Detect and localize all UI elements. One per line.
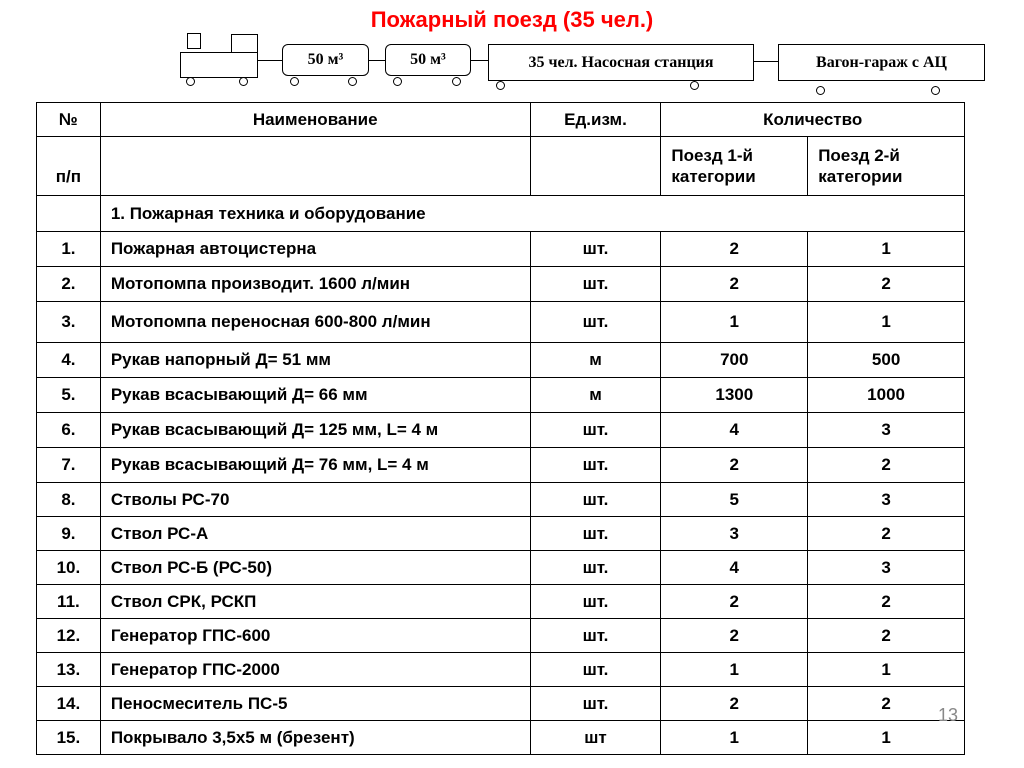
row-unit: шт. xyxy=(530,448,661,483)
row-unit: шт. xyxy=(530,267,661,302)
locomotive xyxy=(180,52,258,78)
row-qty-train2: 2 xyxy=(808,619,965,653)
row-name: Мотопомпа переносная 600-800 л/мин xyxy=(100,302,530,343)
row-name: Рукав всасывающий Д= 125 мм, L= 4 м xyxy=(100,413,530,448)
row-qty-train2: 3 xyxy=(808,551,965,585)
row-unit: шт. xyxy=(530,619,661,653)
row-qty-train1: 4 xyxy=(661,551,808,585)
row-qty-train1: 2 xyxy=(661,448,808,483)
row-qty-train1: 2 xyxy=(661,267,808,302)
row-qty-train1: 1 xyxy=(661,302,808,343)
row-name: Покрывало 3,5х5 м (брезент) xyxy=(100,721,530,755)
table-row xyxy=(37,721,965,755)
row-qty-train1: 1300 xyxy=(661,378,808,413)
row-qty-train2: 3 xyxy=(808,483,965,517)
row-num: 13. xyxy=(37,653,101,687)
row-qty-train2: 2 xyxy=(808,448,965,483)
row-qty-train1: 2 xyxy=(661,687,808,721)
coupling xyxy=(754,61,778,62)
header-name: Наименование xyxy=(100,103,530,137)
row-num: 8. xyxy=(37,483,101,517)
wheel xyxy=(239,77,248,86)
row-name: Рукав всасывающий Д= 76 мм, L= 4 м xyxy=(100,448,530,483)
row-qty-train2: 1 xyxy=(808,653,965,687)
row-num: 2. xyxy=(37,267,101,302)
row-qty-train2: 2 xyxy=(808,267,965,302)
row-num: 7. xyxy=(37,448,101,483)
row-name: Мотопомпа производит. 1600 л/мин xyxy=(100,267,530,302)
header-num-pp: п/п xyxy=(37,137,101,196)
row-name: Рукав всасывающий Д= 66 мм xyxy=(100,378,530,413)
cistern-car-1: 50 м³ xyxy=(282,44,369,76)
row-num: 4. xyxy=(37,343,101,378)
row-unit: м xyxy=(530,378,661,413)
page-title: Пожарный поезд (35 чел.) xyxy=(370,7,654,32)
row-name: Генератор ГПС-600 xyxy=(100,619,530,653)
table-row xyxy=(37,232,965,267)
row-qty-train2: 3 xyxy=(808,413,965,448)
row-qty-train1: 4 xyxy=(661,413,808,448)
train-diagram xyxy=(0,0,1024,100)
row-qty-train1: 1 xyxy=(661,653,808,687)
header-train2: Поезд 2-й категории xyxy=(808,137,965,196)
row-unit: шт. xyxy=(530,551,661,585)
section-num xyxy=(37,196,101,232)
row-name: Стволы РС-70 xyxy=(100,483,530,517)
section-row xyxy=(37,196,965,232)
row-qty-train1: 2 xyxy=(661,619,808,653)
row-name: Генератор ГПС-2000 xyxy=(100,653,530,687)
header-unit: Ед.изм. xyxy=(530,103,661,137)
row-name: Ствол РС-А xyxy=(100,517,530,551)
row-unit: шт. xyxy=(530,232,661,267)
wheel xyxy=(290,77,299,86)
row-qty-train1: 700 xyxy=(661,343,808,378)
section-title: 1. Пожарная техника и оборудование xyxy=(100,196,964,232)
locomotive-window xyxy=(187,33,201,49)
row-qty-train1: 3 xyxy=(661,517,808,551)
table-row xyxy=(37,551,965,585)
row-name: Ствол СРК, РСКП xyxy=(100,585,530,619)
row-qty-train2: 1 xyxy=(808,232,965,267)
row-qty-train1: 1 xyxy=(661,721,808,755)
row-num: 6. xyxy=(37,413,101,448)
row-unit: шт. xyxy=(530,653,661,687)
coupling xyxy=(369,60,385,61)
locomotive-cab xyxy=(231,34,258,53)
header-quantity: Количество xyxy=(661,103,965,137)
table-row xyxy=(37,448,965,483)
table-row xyxy=(37,378,965,413)
header-row xyxy=(37,103,965,137)
header-empty xyxy=(100,137,530,196)
wheel xyxy=(496,81,505,90)
row-unit: шт. xyxy=(530,517,661,551)
row-qty-train2: 2 xyxy=(808,585,965,619)
page-number: 13 xyxy=(938,705,959,725)
coupling xyxy=(471,60,488,61)
row-qty-train2: 1000 xyxy=(808,378,965,413)
header-empty xyxy=(530,137,661,196)
table-row xyxy=(37,267,965,302)
subheader-row xyxy=(37,137,965,196)
table-row xyxy=(37,343,965,378)
wheel xyxy=(348,77,357,86)
table-row xyxy=(37,483,965,517)
header-train1: Поезд 1-й категории xyxy=(661,137,808,196)
row-unit: шт xyxy=(530,721,661,755)
wheel xyxy=(931,86,940,95)
table-row xyxy=(37,517,965,551)
row-num: 15. xyxy=(37,721,101,755)
row-name: Рукав напорный Д= 51 мм xyxy=(100,343,530,378)
table-row xyxy=(37,302,965,343)
table-row xyxy=(37,687,965,721)
row-name: Пеносмеситель ПС-5 xyxy=(100,687,530,721)
table-row xyxy=(37,585,965,619)
row-num: 1. xyxy=(37,232,101,267)
row-qty-train2: 1 xyxy=(808,721,965,755)
row-qty-train2: 500 xyxy=(808,343,965,378)
coupling xyxy=(258,60,282,61)
row-qty-train1: 2 xyxy=(661,232,808,267)
row-name: Ствол РС-Б (РС-50) xyxy=(100,551,530,585)
row-qty-train1: 2 xyxy=(661,585,808,619)
cistern-car-2: 50 м³ xyxy=(385,44,471,76)
wheel xyxy=(690,81,699,90)
pump-station-car: 35 чел. Насосная станция xyxy=(488,44,754,81)
row-num: 9. xyxy=(37,517,101,551)
row-unit: шт. xyxy=(530,302,661,343)
row-qty-train2: 1 xyxy=(808,302,965,343)
row-qty-train2: 2 xyxy=(808,517,965,551)
table-row xyxy=(37,413,965,448)
wheel xyxy=(816,86,825,95)
row-num: 3. xyxy=(37,302,101,343)
wheel xyxy=(186,77,195,86)
row-num: 5. xyxy=(37,378,101,413)
equipment-table xyxy=(36,102,965,755)
wheel xyxy=(452,77,461,86)
row-num: 10. xyxy=(37,551,101,585)
header-num: № xyxy=(37,103,101,137)
row-unit: шт. xyxy=(530,585,661,619)
row-qty-train1: 5 xyxy=(661,483,808,517)
row-unit: шт. xyxy=(530,413,661,448)
row-name: Пожарная автоцистерна xyxy=(100,232,530,267)
row-num: 14. xyxy=(37,687,101,721)
row-unit: м xyxy=(530,343,661,378)
row-unit: шт. xyxy=(530,483,661,517)
row-num: 11. xyxy=(37,585,101,619)
row-qty-train2: 2 xyxy=(808,687,965,721)
table-row xyxy=(37,653,965,687)
row-num: 12. xyxy=(37,619,101,653)
row-unit: шт. xyxy=(530,687,661,721)
table-row xyxy=(37,619,965,653)
wheel xyxy=(393,77,402,86)
garage-car: Вагон-гараж с АЦ xyxy=(778,44,985,81)
